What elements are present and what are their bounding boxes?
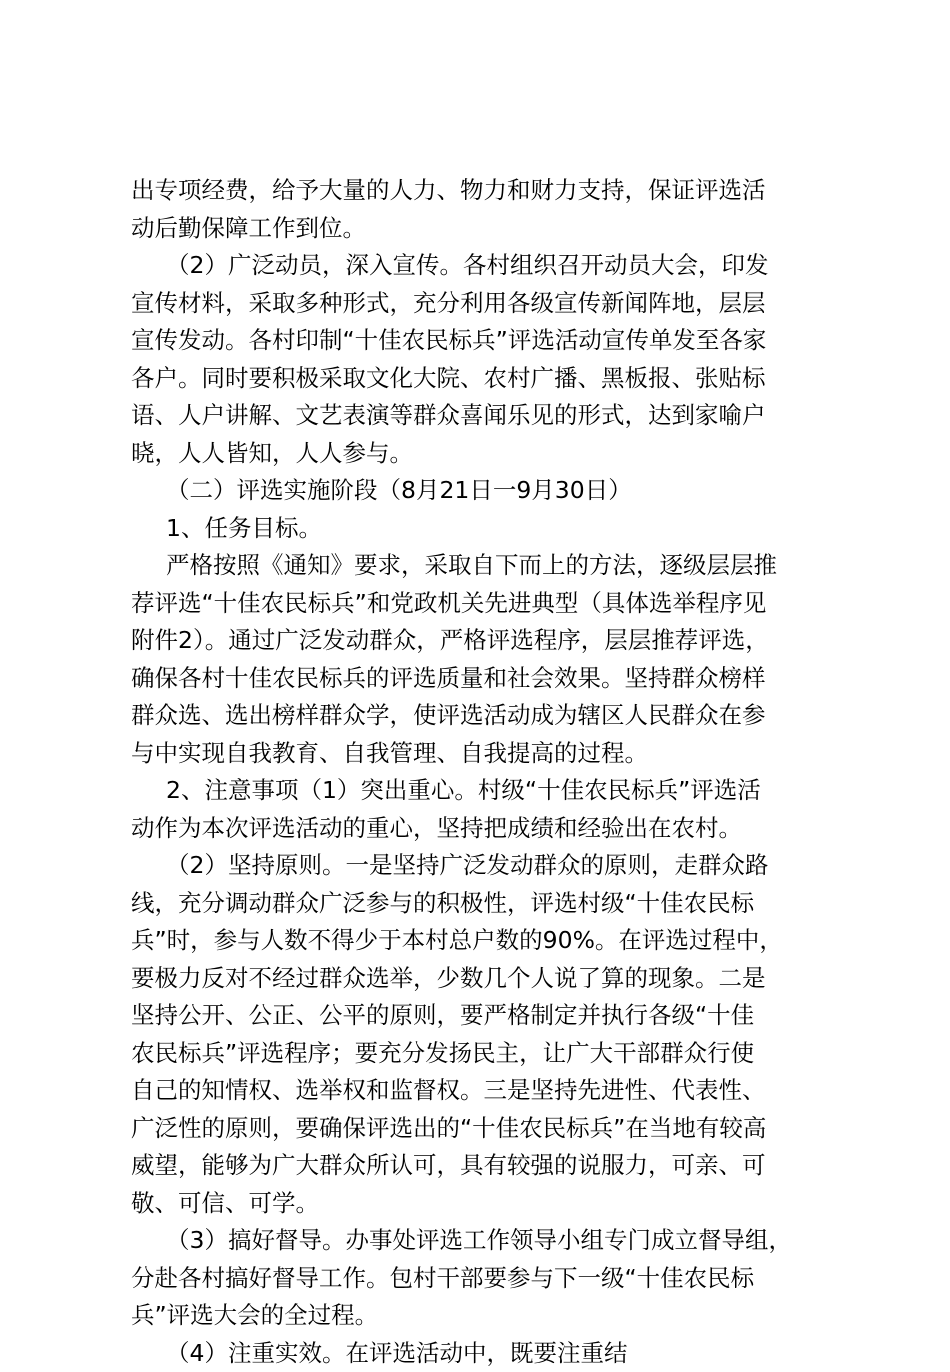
paragraph-start: （2）广泛动员，深入宣传。各村组织召开动员大会，印发 xyxy=(131,247,843,285)
text-line: 坚持公开、公正、公平的原则，要严格制定并执行各级“十佳 xyxy=(131,997,843,1035)
paragraph-start: （2）坚持原则。一是坚持广泛发动群众的原则，走群众路 xyxy=(131,847,843,885)
text-line: 群众选、选出榜样群众学，使评选活动成为辖区人民群众在参 xyxy=(131,697,843,735)
text-line: 附件2）。通过广泛发动群众，严格评选程序，层层推荐评选， xyxy=(131,622,843,660)
body-text xyxy=(131,172,843,1372)
section-heading: （二）评选实施阶段（8月21日一9月30日） xyxy=(131,472,843,510)
text-line: 要极力反对不经过群众选举，少数几个人说了算的现象。二是 xyxy=(131,960,843,998)
text-line: 宣传发动。各村印制“十佳农民标兵”评选活动宣传单发至各家 xyxy=(131,322,843,360)
text-line: 兵”评选大会的全过程。 xyxy=(131,1297,843,1335)
paragraph-start: （4）注重实效。在评选活动中，既要注重结 xyxy=(131,1335,843,1372)
text-line: 自己的知情权、选举权和监督权。三是坚持先进性、代表性、 xyxy=(131,1072,843,1110)
text-line: 农民标兵”评选程序；要充分发扬民主，让广大干部群众行使 xyxy=(131,1035,843,1073)
subsection-heading: 1、任务目标。 xyxy=(131,510,843,548)
text-line: 晓，人人皆知，人人参与。 xyxy=(131,435,843,473)
text-line: 动作为本次评选活动的重心，坚持把成绩和经验出在农村。 xyxy=(131,810,843,848)
text-line: 出专项经费，给予大量的人力、物力和财力支持，保证评选活 xyxy=(131,172,843,210)
text-line: 各户。同时要积极采取文化大院、农村广播、黑板报、张贴标 xyxy=(131,360,843,398)
text-line: 兵”时，参与人数不得少于本村总户数的90%。在评选过程中， xyxy=(131,922,843,960)
text-line: 宣传材料，采取多种形式，充分利用各级宣传新闻阵地，层层 xyxy=(131,285,843,323)
text-line: 广泛性的原则，要确保评选出的“十佳农民标兵”在当地有较高 xyxy=(131,1110,843,1148)
text-line: 威望，能够为广大群众所认可，具有较强的说服力，可亲、可 xyxy=(131,1147,843,1185)
paragraph-start: （3）搞好督导。办事处评选工作领导小组专门成立督导组， xyxy=(131,1222,843,1260)
text-line: 敬、可信、可学。 xyxy=(131,1185,843,1223)
text-line: 语、人户讲解、文艺表演等群众喜闻乐见的形式，达到家喻户 xyxy=(131,397,843,435)
text-line: 分赴各村搞好督导工作。包村干部要参与下一级“十佳农民标 xyxy=(131,1260,843,1298)
paragraph-start: 严格按照《通知》要求，采取自下而上的方法，逐级层层推 xyxy=(131,547,843,585)
text-line: 动后勤保障工作到位。 xyxy=(131,210,843,248)
text-line: 与中实现自我教育、自我管理、自我提高的过程。 xyxy=(131,735,843,773)
text-line: 荐评选“十佳农民标兵”和党政机关先进典型（具体选举程序见 xyxy=(131,585,843,623)
text-line: 确保各村十佳农民标兵的评选质量和社会效果。坚持群众榜样 xyxy=(131,660,843,698)
paragraph-start: 2、注意事项（1）突出重心。村级“十佳农民标兵”评选活 xyxy=(131,772,843,810)
text-line: 线，充分调动群众广泛参与的积极性，评选村级“十佳农民标 xyxy=(131,885,843,923)
